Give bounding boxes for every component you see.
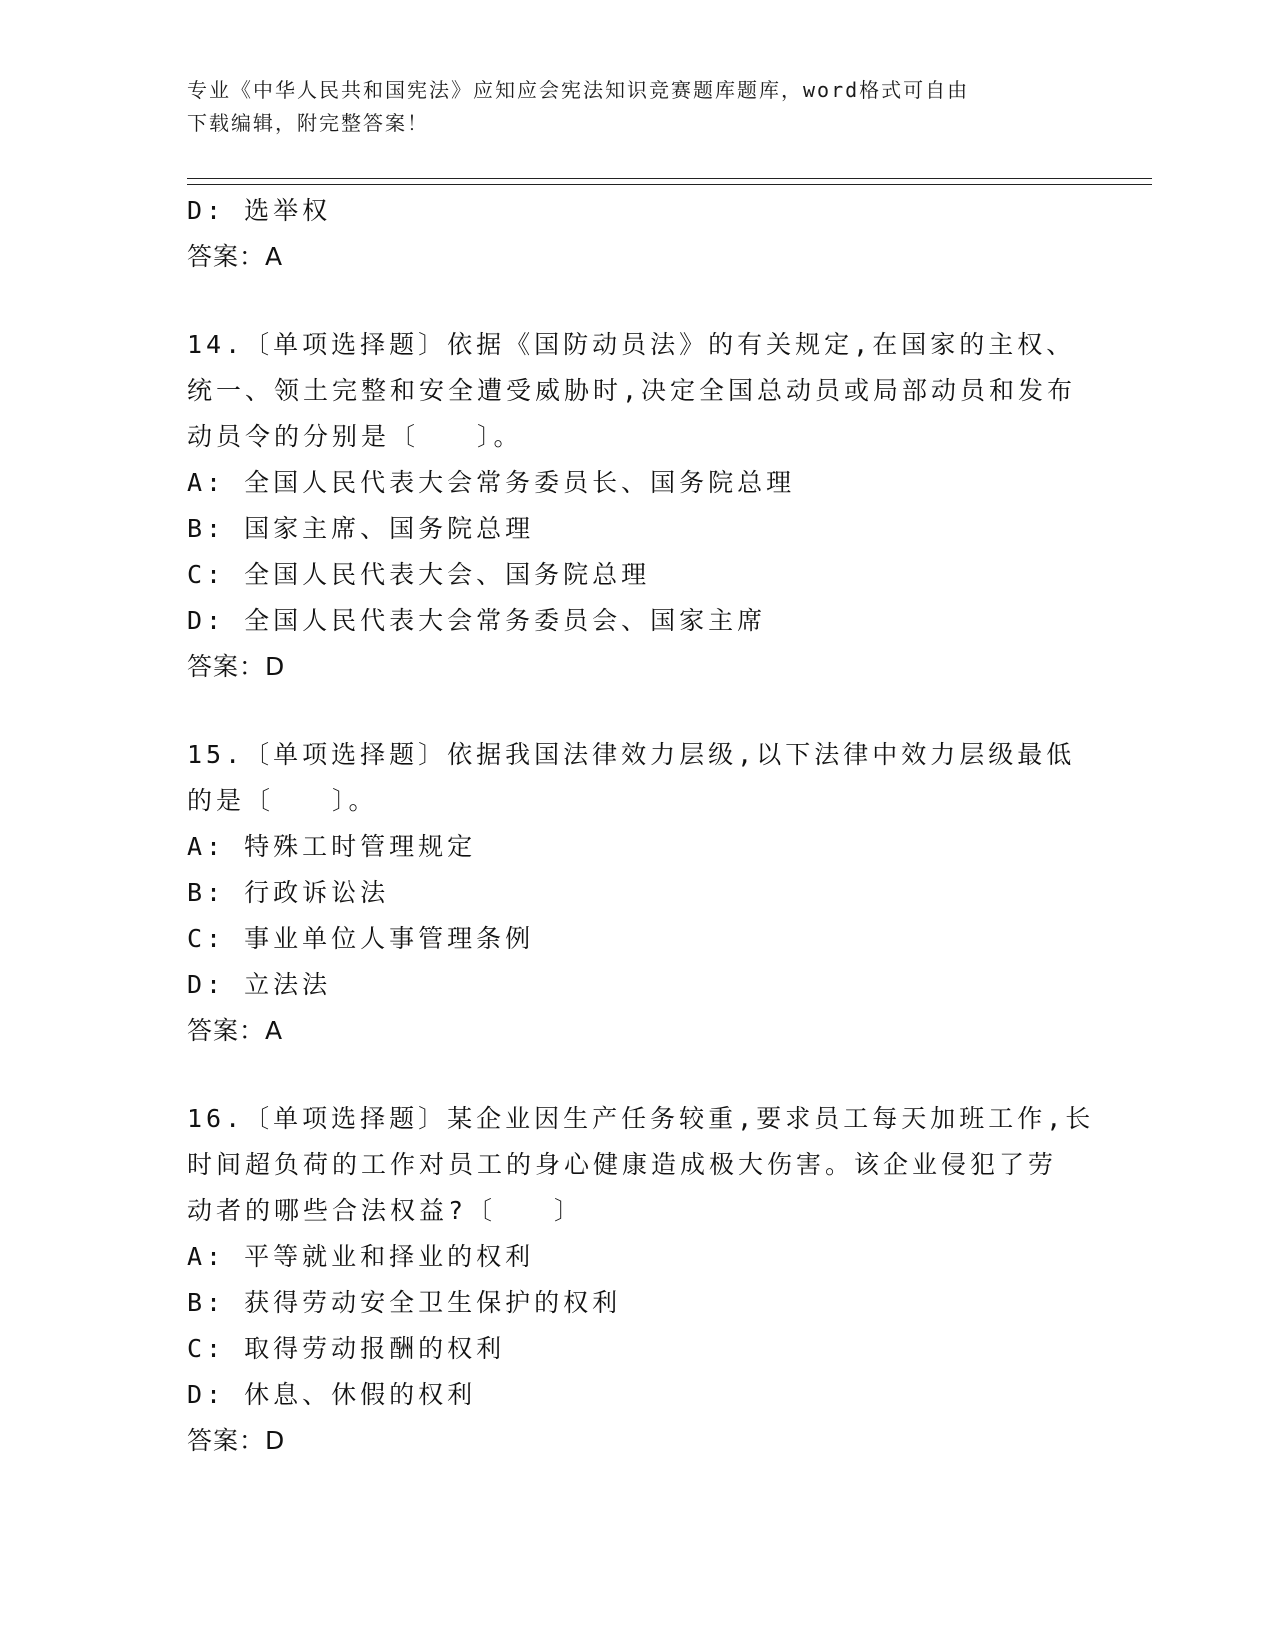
question-stem [187,322,1077,460]
option-a: A: 特殊工时管理规定 [187,832,477,861]
option-d: D: 立法法 [187,970,332,999]
answer-line: 答案：D [187,1426,286,1455]
option-c: C: 取得劳动报酬的权利 [187,1334,506,1363]
answer-line: 答案：A [187,242,284,271]
option-b: B: 获得劳动安全卫生保护的权利 [187,1288,622,1317]
option-b: B: 国家主席、国务院总理 [187,514,535,543]
stem-line: 16.〔单项选择题〕某企业因生产任务较重,要求员工每天加班工作,长 [187,1104,1095,1133]
option-b: B: 行政诉讼法 [187,878,390,907]
stem-line: 动员令的分别是〔 〕。 [187,422,523,451]
stem-line: 15.〔单项选择题〕依据我国法律效力层级,以下法律中效力层级最低 [187,740,1076,769]
stem-line: 的是〔 〕。 [187,786,378,815]
stem-line: 统一、领土完整和安全遭受威胁时,决定全国总动员或局部动员和发布 [187,376,1077,405]
option-d: D: 全国人民代表大会常务委员会、国家主席 [187,606,767,635]
stem-line: 动者的哪些合法权益?〔 〕 [187,1196,584,1225]
stem-line: 14.〔单项选择题〕依据《国防动员法》的有关规定,在国家的主权、 [187,330,1076,359]
previous-question-tail [187,188,1077,280]
option-d: D: 休息、休假的权利 [187,1380,477,1409]
option-c: C: 事业单位人事管理条例 [187,924,535,953]
document-header [187,74,1077,140]
question-14 [187,322,1077,690]
header-line-2: 下载编辑，附完整答案！ [187,111,429,135]
question-stem [187,1096,1095,1234]
option-a: A: 平等就业和择业的权利 [187,1242,535,1271]
question-list [187,188,1095,1464]
answer-line: 答案：D [187,652,286,681]
answer-line: 答案：A [187,1016,284,1045]
header-rule-top [187,178,1152,179]
question-stem [187,732,1077,824]
question-16 [187,1096,1095,1464]
header-rule-bottom [187,184,1152,185]
option-a: A: 全国人民代表大会常务委员长、国务院总理 [187,468,796,497]
option-d: D: 选举权 [187,196,332,225]
question-15 [187,732,1077,1054]
stem-line: 时间超负荷的工作对员工的身心健康造成极大伤害。该企业侵犯了劳 [187,1150,1058,1179]
option-c: C: 全国人民代表大会、国务院总理 [187,560,651,589]
header-line-1: 专业《中华人民共和国宪法》应知应会宪法知识竞赛题库题库，word格式可自由 [187,78,970,102]
